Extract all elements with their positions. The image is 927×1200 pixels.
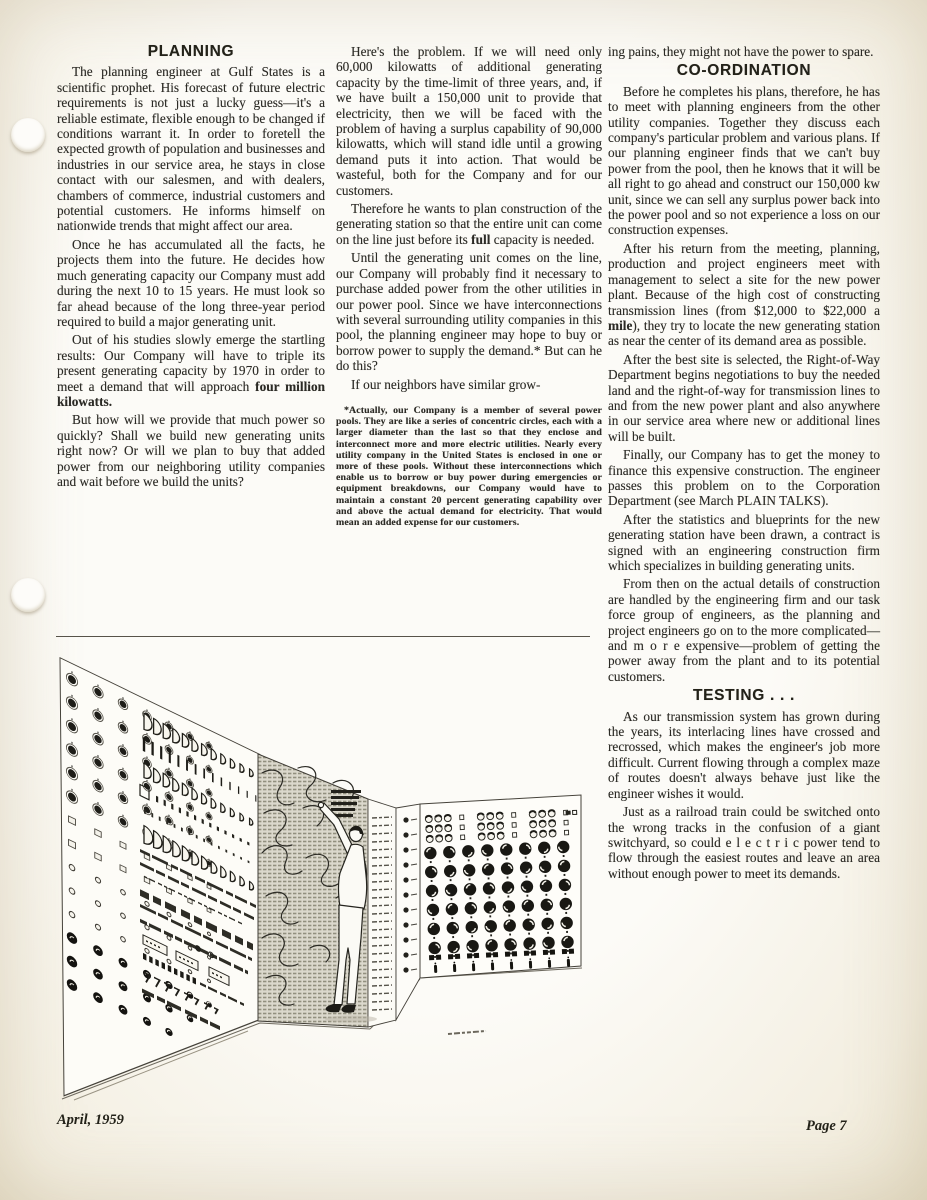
page-number: Page 7 <box>806 1118 847 1134</box>
paragraph: Finally, our Company has to get the money to finance this expensive construction. The engineer passes this problem on to the Corporation Department (see March PLAIN TALKS). <box>608 447 880 509</box>
column-coordination-testing <box>608 44 880 884</box>
planning-heading: PLANNING <box>147 43 235 60</box>
column-planning <box>57 44 325 492</box>
paragraph: As our transmission system has grown during the years, its interlacing lines have crossed and recrossed, which makes the engineer's job more difficult. Current flowing through a complex maze of routes doesn't always behave just like the engineer wishes it would. <box>608 708 880 801</box>
paragraph: Just as a railroad train could be switched onto the wrong tracks in the confusion of a giant switchyard, so could e l e c t r i c power tend to flow through the easiest routes and leave an area without enough power to meet its demands. <box>608 804 880 881</box>
punch-hole-top <box>11 118 45 152</box>
paragraph: Before he completes his plans, therefore, he has to meet with planning engineers from the other utility companies. Together they discuss each company's particular problem and various plans. If our planning engineer finds that we can't buy power from the pool, then he knows that it will be all right to go ahead and construct our 150,000 kw unit, since we can sell any surplus power back into the power pool and so not experience a loss on our construction expenses. <box>608 83 880 238</box>
paragraph-text: Out of his studies slowly emerge the startling results: Our Company will have to triple its present generating capacity by 1970 in order to meet a demand that will approach <box>57 332 325 394</box>
testing-heading: TESTING . . . <box>692 687 796 705</box>
control-board-illustration <box>48 648 596 1103</box>
column-problem <box>336 44 602 528</box>
paragraph-text: Therefore he wants to plan construction of the generating station so that the entire unit can come on the line just before its <box>336 201 602 247</box>
coordination-heading: CO-ORDINATION <box>676 62 812 80</box>
paragraph <box>608 241 880 349</box>
paragraph: After the best site is selected, the Right-of-Way Department begins negotiations to buy the needed land and the right-of-way for transmission lines to and from the new power plant and also anywhere in our service area where new or additional lines will be built. <box>608 351 880 444</box>
control-board-drawing <box>48 648 596 1103</box>
paragraph: Here's the problem. If we will need only 60,000 kilowatts of additional generating capacity by the time-limit of three years, and, if we have built a 150,000 unit to provide that electricity, then we will be faced with the problem of having a surplus capability of 90,000 kilowatts, which will stand idle until a growing demand puts it into action. That would be wasteful, both for the Company and for our customers. <box>336 44 602 198</box>
paragraph: The planning engineer at Gulf States is a scientific prophet. His forecast of future electric requirements is not just a lucky guess—it's a reliable estimate, flexible enough to be changed if conditions warrant it. In order to foretell the expected growth of population and businesses and industries in our service area, he stays in close contact with our salesmen, and with dealers, chambers of commerce, industrial customers and potential customers. He informs himself on nationwide trends that might affect our area. <box>57 64 325 234</box>
paragraph: But how will we provide that much power so quickly? Shall we build new generating units right now? Or will we plan to buy that added power from our neighboring utility companies and wait before we build the units? <box>57 412 325 489</box>
paragraph: After the statistics and blueprints for the new generating station have been drawn, a contract is signed with an engineering construction firm which specializes in building generating units. <box>608 511 880 573</box>
paragraph-text: After his return from the meeting, planning, production and project engineers meet with management to select a site for the new power plant. Because of the high cost of constructing transmission lines (from $12,000 to $22,000 a <box>608 240 880 318</box>
bold-text: mile <box>608 317 633 333</box>
paragraph-text: ), they try to locate the new generating station as near the center of its demand area as possible. <box>608 317 880 349</box>
paragraph <box>336 201 602 247</box>
paragraph <box>57 332 325 409</box>
bold-text: full <box>471 231 491 247</box>
paragraph-text: capacity is needed. <box>490 231 595 247</box>
paragraph: Until the generating unit comes on the line, our Company will probably find it necessary to purchase added power from the other utilities in our power pool. Since we have interconnections with several surrounding utility companies in this pool, the planning engineer may hope to buy or borrow power to supply the demand.* But can he do this? <box>336 250 602 374</box>
paragraph: From then on the actual details of construction are handled by the engineering firm and our task force group of engineers, as the planning and project engineers go on to the more complicated—and m o r e expensive—problem of getting the power away from the plant and to its potential customers. <box>608 576 880 684</box>
paragraph: ing pains, they might not have the power to spare. <box>608 44 874 59</box>
paragraph: If our neighbors have similar grow- <box>351 376 541 392</box>
bold-text: four million kilowatts. <box>57 378 325 409</box>
punch-hole-bottom <box>11 578 45 612</box>
issue-date: April, 1959 <box>57 1112 124 1128</box>
section-divider <box>56 636 590 637</box>
footnote: *Actually, our Company is a member of several power pools. They are like a series of concentric circles, each with a larger diameter than the last so that they enclose and interconnect more and more electric utilities. Nearly every utility company in the United States is enclosed in one or more of these pools. Without these interconnections which enable us to borrow or buy power during emergencies or equipment breakdowns, our Company would have to maintain a constant 20 percent generating capability over and above the actual demand for electricity. That would mean an added expense for our customers. <box>336 404 602 528</box>
paragraph: Once he has accumulated all the facts, he projects them into the future. He decides how much generating capacity our Company must add during the next 10 to 15 years. He must look so far ahead because of the long three-year period required to build a major generating unit. <box>57 236 325 329</box>
